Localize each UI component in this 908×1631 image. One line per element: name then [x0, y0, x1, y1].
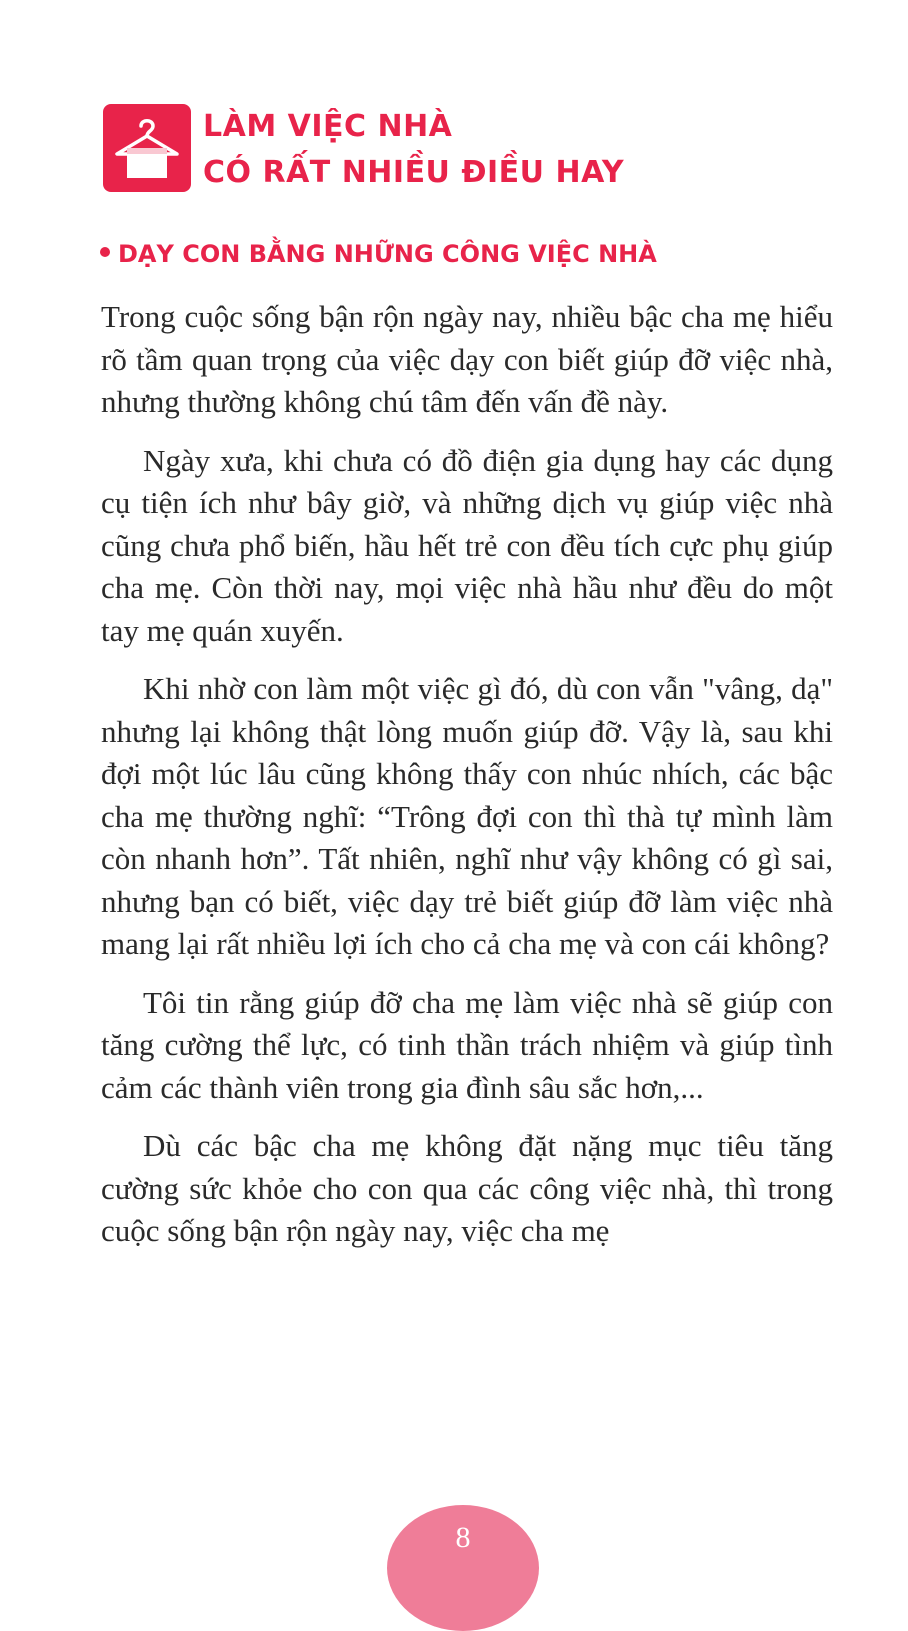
paragraph: Dù các bậc cha mẹ không đặt nặng mục tiêu tăng cường sức khỏe cho con qua các công việc nhà, thì trong cuộc sống bận rộn ngày nay, việc cha mẹ — [101, 1128, 833, 1248]
page-number: 8 — [455, 1521, 471, 1554]
chapter-title-line-1: LÀM VIỆC NHÀ — [203, 109, 453, 144]
paragraph: Khi nhờ con làm một việc gì đó, dù con vẫn "vâng, dạ" nhưng lại không thật lòng muốn giúp đỡ. Vậy là, sau khi đợi một lúc lâu cũng không thấy con nhúc nhích, các bậc cha mẹ thường nghĩ: “Trông đợi con thì thà tự mình làm còn nhanh hơn”. Tất nhiên, nghĩ như vậy không có gì sai, nhưng bạn có biết, việc dạy trẻ biết giúp đỡ làm việc nhà mang lại rất nhiều lợi ích cho cả cha mẹ và con cái không? — [101, 671, 833, 961]
bullet-icon — [100, 247, 110, 257]
clothes-hanger-icon — [103, 104, 191, 192]
chapter-title — [203, 104, 624, 196]
chapter-header — [103, 104, 803, 204]
chapter-title-line-2: CÓ RẤT NHIỀU ĐIỀU HAY — [203, 155, 625, 190]
paragraph: Ngày xưa, khi chưa có đồ điện gia dụng hay các dụng cụ tiện ích như bây giờ, và những dịch vụ giúp việc nhà cũng chưa phổ biến, hầu hết trẻ con đều tích cực phụ giúp cha mẹ. Còn thời nay, mọi việc nhà hầu như đều do một tay mẹ quán xuyến. — [101, 442, 833, 648]
section-heading — [100, 236, 657, 272]
paragraph: Tôi tin rằng giúp đỡ cha mẹ làm việc nhà sẽ giúp con tăng cường thể lực, có tinh thần trách nhiệm và giúp tình cảm các thành viên trong gia đình sâu sắc hơn,... — [101, 984, 833, 1105]
paragraph: Trong cuộc sống bận rộn ngày nay, nhiều bậc cha mẹ hiểu rõ tầm quan trọng của việc dạy con biết giúp đỡ việc nhà, nhưng thường không chú tâm đến vấn đề này. — [101, 299, 833, 419]
section-heading-text: DẠY CON BẰNG NHỮNG CÔNG VIỆC NHÀ — [118, 240, 657, 268]
body-text — [101, 296, 833, 1269]
